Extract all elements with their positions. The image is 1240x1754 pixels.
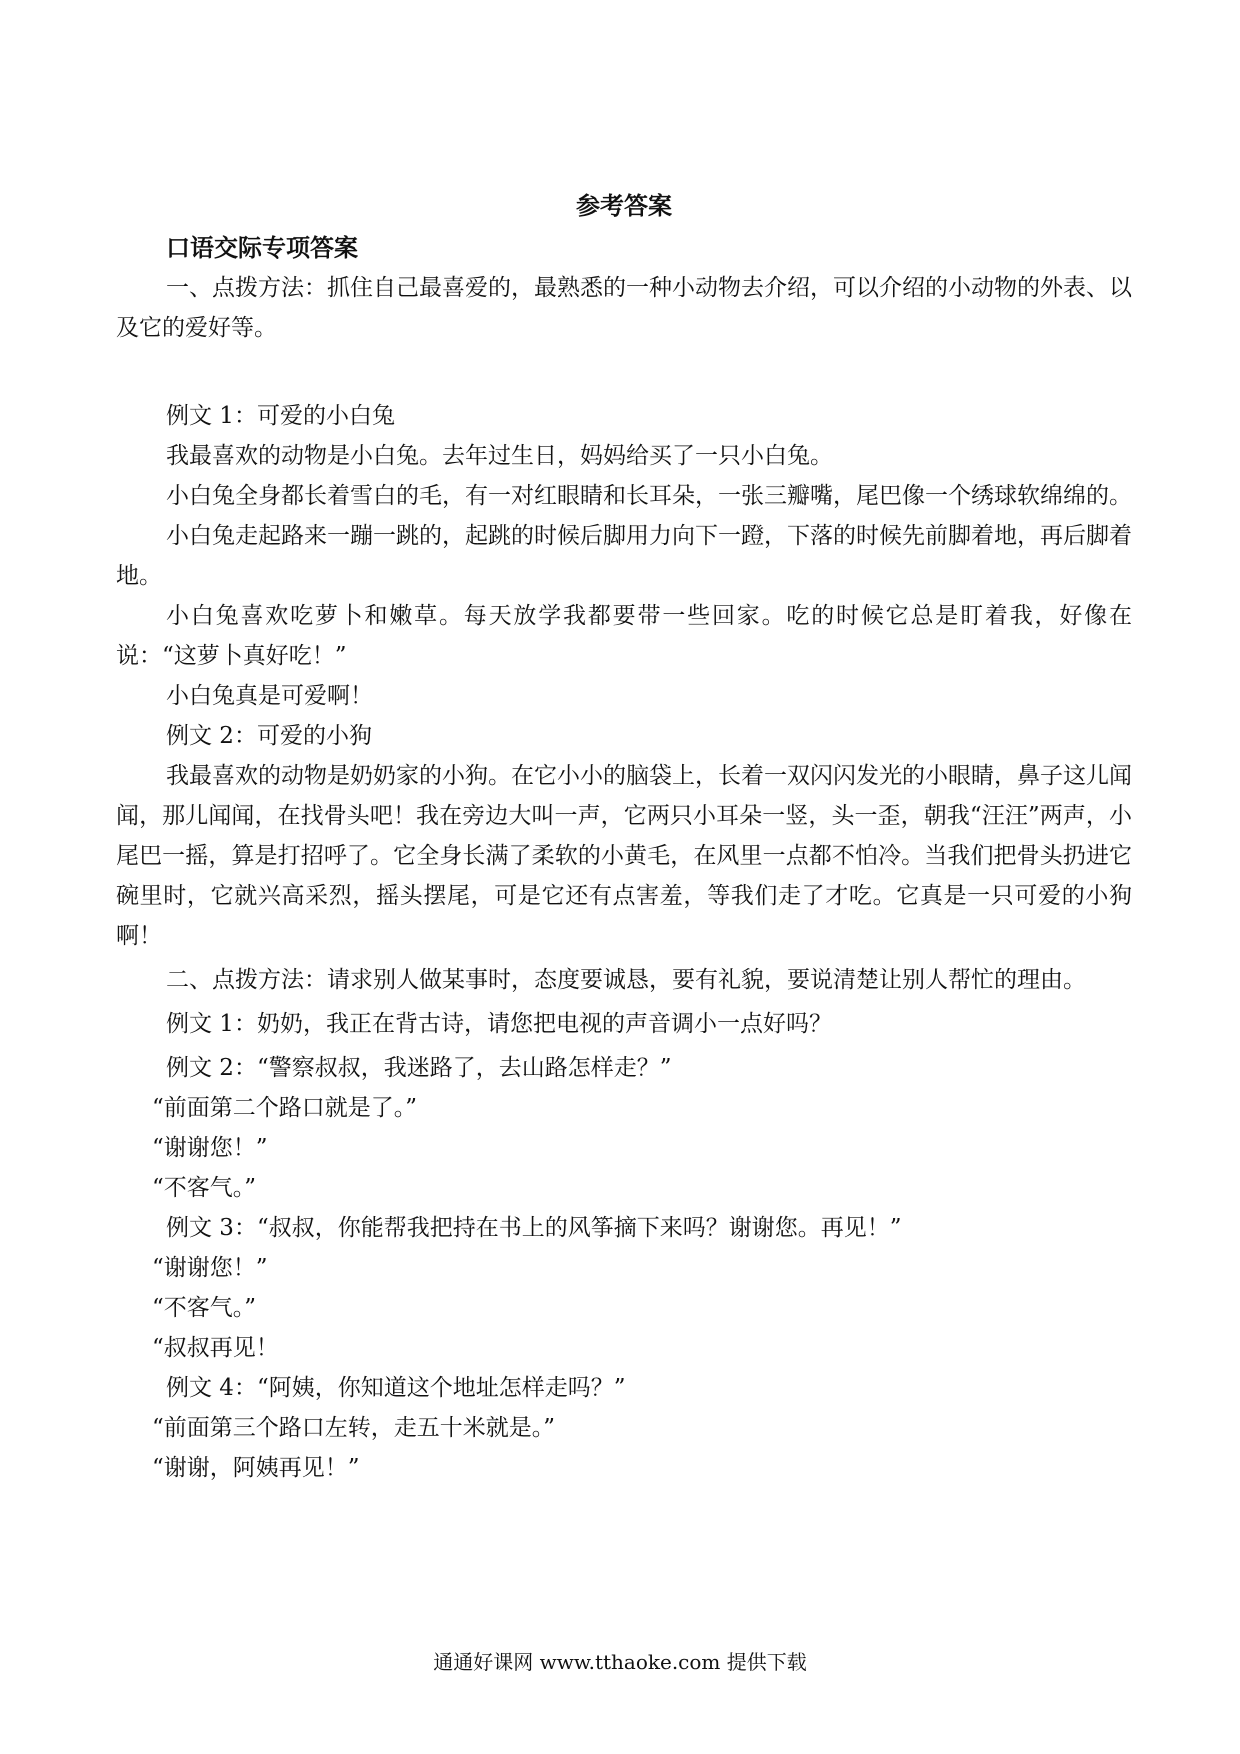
dialogue-line: “不客气。” — [152, 1175, 257, 1201]
example-1-title: 例文 1：可爱的小白兔 — [166, 403, 395, 429]
method-paragraph-2: 二、点拨方法：请求别人做某事时，态度要诚恳，要有礼貌，要说清楚让别人帮忙的理由。 — [166, 967, 1086, 993]
page-footer: 通通好课网 www.tthaoke.com 提供下载 — [433, 1650, 807, 1674]
dialogue-line: “谢谢，阿姨再见！” — [152, 1455, 360, 1481]
document-title: 参考答案 — [576, 192, 672, 220]
dialogue-line: “不客气。” — [152, 1295, 257, 1321]
dialogue-line: “谢谢您！” — [152, 1135, 268, 1161]
section-2-example-1: 例文 1：奶奶，我正在背古诗，请您把电视的声音调小一点好吗？ — [166, 1011, 832, 1037]
method-paragraph-1: 一、点拨方法：抓住自己最喜爱的，最熟悉的一种小动物去介绍，可以介绍的小动物的外表、以及它的爱好等。 — [116, 275, 1132, 341]
section-2-example-2: 例文 2：“警察叔叔，我迷路了，去山路怎样走？” — [166, 1055, 672, 1081]
dialogue-line: “前面第三个路口左转，走五十米就是。” — [152, 1415, 556, 1441]
example-1-paragraph-3: 小白兔走起路来一蹦一跳的，起跳的时候后脚用力向下一蹬，下落的时候先前脚着地，再后脚着地。 — [116, 523, 1132, 589]
example-1-paragraph-2: 小白兔全身都长着雪白的毛，有一对红眼睛和长耳朵，一张三瓣嘴，尾巴像一个绣球软绵绵的。 — [166, 483, 1132, 509]
example-2-paragraph-1: 我最喜欢的动物是奶奶家的小狗。在它小小的脑袋上，长着一双闪闪发光的小眼睛，鼻子这儿闻闻，那儿闻闻，在找骨头吧！我在旁边大叫一声，它两只小耳朵一竖，头一歪，朝我“汪汪”两声，小尾巴一摇，算是打招呼了。它全身长满了柔软的小黄毛，在风里一点都不怕冷。当我们把骨头扔进它碗里时，它就兴高采烈，摇头摆尾，可是它还有点害羞，等我们走了才吃。它真是一只可爱的小狗啊！ — [116, 763, 1132, 949]
dialogue-line: “叔叔再见！ — [152, 1335, 279, 1361]
dialogue-line: “谢谢您！” — [152, 1255, 268, 1281]
section-2-example-3: 例文 3：“叔叔，你能帮我把持在书上的风筝摘下来吗？谢谢您。再见！” — [166, 1215, 902, 1241]
dialogue-line: “前面第二个路口就是了。” — [152, 1095, 418, 1121]
document-page — [116, 186, 1132, 1488]
example-1-paragraph-4: 小白兔喜欢吃萝卜和嫩草。每天放学我都要带一些回家。吃的时候它总是盯着我，好像在说：“这萝卜真好吃！” — [116, 603, 1132, 669]
example-1-paragraph-1: 我最喜欢的动物是小白兔。去年过生日，妈妈给买了一只小白兔。 — [166, 443, 833, 469]
example-2-title: 例文 2：可爱的小狗 — [166, 723, 372, 749]
section-2-example-4: 例文 4：“阿姨，你知道这个地址怎样走吗？” — [166, 1375, 626, 1401]
example-1-paragraph-5: 小白兔真是可爱啊！ — [166, 683, 373, 709]
section-title: 口语交际专项答案 — [166, 234, 358, 262]
